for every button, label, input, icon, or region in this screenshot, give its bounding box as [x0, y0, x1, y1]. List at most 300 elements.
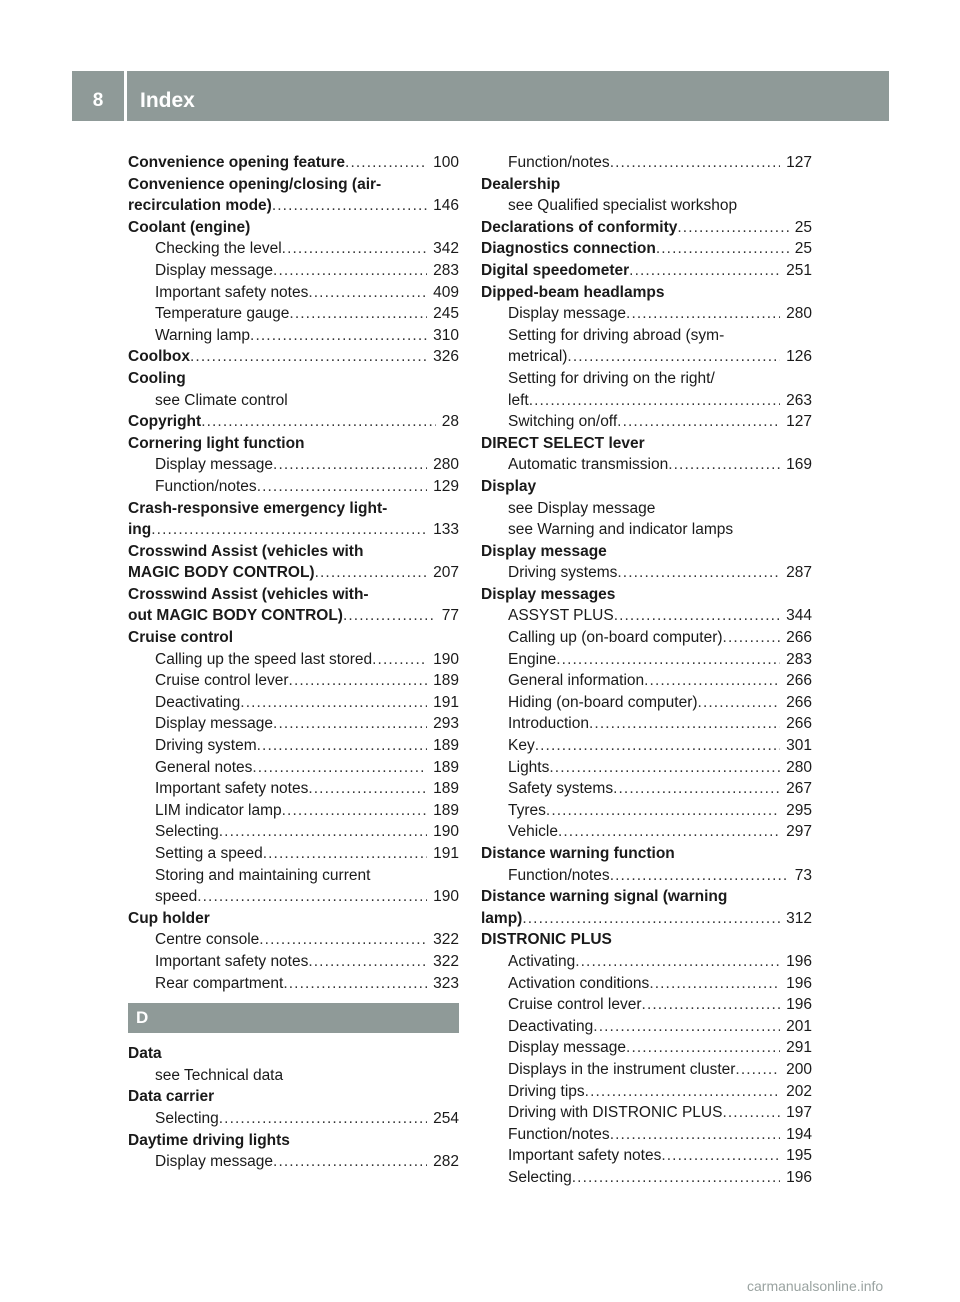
dot-leader [282, 800, 427, 822]
page-title: Index [140, 89, 195, 112]
page-reference: 266 [786, 629, 812, 647]
page-reference: 191 [433, 845, 459, 862]
page-reference: 287 [786, 564, 812, 582]
entry-text: Checking the level [155, 240, 282, 258]
page-reference: 25 [794, 218, 812, 236]
index-subentry [128, 282, 459, 304]
index-entry [128, 152, 459, 174]
entry-text: speed [155, 888, 198, 906]
index-entry [481, 476, 812, 498]
page-reference: 283 [786, 650, 812, 668]
index-subentry [128, 670, 459, 692]
dot-leader [629, 260, 780, 282]
page-reference: 77 [441, 607, 459, 625]
dot-leader [567, 346, 780, 368]
entry-text: Function/notes [508, 866, 610, 884]
entry-text: Lights [508, 758, 550, 776]
index-entry [481, 929, 812, 951]
page-reference: 100 [433, 154, 459, 171]
entry-text: General information [508, 672, 645, 690]
dot-leader [649, 973, 780, 995]
dot-leader [250, 325, 427, 347]
page-reference: 282 [433, 1153, 459, 1171]
entry-text: LIM indicator lamp [155, 801, 282, 819]
entry-text: General notes [155, 758, 253, 776]
index-entry [128, 519, 459, 541]
entry-text: MAGIC BODY CONTROL) [128, 564, 315, 582]
dot-leader [219, 1108, 427, 1130]
index-subentry [128, 1151, 459, 1173]
entry-text: Digital speedometer [481, 261, 630, 279]
dot-leader [626, 303, 780, 325]
index-subentry [481, 519, 812, 541]
page-reference: 194 [786, 1125, 812, 1143]
entry-text: Cup holder [128, 909, 210, 927]
dot-leader [308, 282, 427, 304]
entry-text: Important safety notes [155, 283, 309, 301]
entry-text: Deactivating [508, 1017, 594, 1035]
dot-leader [614, 605, 780, 627]
index-subentry [481, 195, 812, 217]
page-reference: 196 [786, 974, 812, 992]
entry-text: Coolant (engine) [128, 218, 251, 236]
index-subentry [128, 390, 459, 412]
entry-text: Copyright [128, 413, 202, 431]
entry-text: Display message [155, 1153, 274, 1171]
page-reference: 266 [786, 672, 812, 690]
dot-leader [626, 1037, 780, 1059]
index-column-right [481, 152, 812, 1189]
page-reference: 195 [786, 1147, 812, 1165]
page-reference: 280 [433, 456, 459, 474]
entry-text: Deactivating [155, 693, 241, 711]
page-reference: 310 [433, 326, 459, 344]
index-subentry [481, 649, 812, 671]
page-reference: 190 [433, 888, 459, 906]
entry-text: see Technical data [155, 1066, 284, 1084]
index-subentry [481, 1037, 812, 1059]
dot-leader [617, 411, 780, 433]
index-entry [481, 843, 812, 865]
watermark-text: carmanualsonline.info [747, 1278, 884, 1294]
dot-leader [735, 1059, 780, 1081]
entry-text: Activating [508, 952, 576, 970]
dot-leader [151, 519, 427, 541]
dot-leader [558, 821, 780, 843]
entry-text: Convenience opening feature [128, 154, 346, 171]
dot-leader [610, 1124, 780, 1146]
page-reference: 189 [433, 758, 459, 776]
dot-leader [529, 390, 780, 412]
dot-leader [273, 260, 427, 282]
index-entry [128, 195, 459, 217]
entry-text: DIRECT SELECT lever [481, 434, 645, 452]
entry-text: Data [128, 1045, 162, 1063]
page-reference: 189 [433, 801, 459, 819]
dot-leader [263, 843, 427, 865]
entry-text: see Climate control [155, 391, 288, 409]
entry-text: ASSYST PLUS [508, 607, 614, 625]
index-subentry [481, 692, 812, 714]
entry-text: see Display message [508, 499, 656, 517]
page-reference: 190 [433, 650, 459, 668]
page-reference: 126 [786, 348, 812, 366]
page-reference: 409 [433, 283, 459, 301]
entry-text: Function/notes [508, 154, 610, 171]
index-entry [128, 584, 459, 606]
dot-leader [644, 670, 780, 692]
entry-text: Vehicle [508, 823, 558, 841]
page-reference: 301 [786, 737, 812, 755]
page-reference: 263 [786, 391, 812, 409]
dot-leader [257, 476, 427, 498]
page-reference: 197 [786, 1104, 812, 1122]
dot-leader [617, 562, 780, 584]
page-reference: 196 [786, 952, 812, 970]
index-entry [128, 433, 459, 455]
entry-text: lamp) [481, 909, 523, 927]
index-entry [128, 411, 459, 433]
entry-text: see Qualified specialist workshop [508, 197, 738, 215]
index-entry [128, 346, 459, 368]
index-subentry [481, 1081, 812, 1103]
index-subentry [128, 800, 459, 822]
page-reference: 25 [794, 240, 812, 258]
index-entry [128, 605, 459, 627]
dot-leader [283, 973, 427, 995]
page-reference: 295 [786, 801, 812, 819]
index-subentry [481, 152, 812, 174]
dot-leader [257, 735, 427, 757]
entry-text: Cornering light function [128, 434, 305, 452]
index-subentry [128, 713, 459, 735]
dot-leader [593, 1016, 780, 1038]
page-reference: 201 [786, 1017, 812, 1035]
entry-text: Displays in the instrument cluster [508, 1060, 736, 1078]
index-subentry [128, 973, 459, 995]
index-subentry [128, 821, 459, 843]
dot-leader [197, 886, 427, 908]
entry-text: Warning lamp [155, 326, 251, 344]
entry-text: Switching on/off [508, 413, 618, 431]
entry-text: Display message [155, 261, 274, 279]
dot-leader [698, 692, 781, 714]
entry-text: Temperature gauge [155, 305, 290, 323]
dot-leader [282, 238, 427, 260]
entry-text: Centre console [155, 931, 260, 949]
entry-text: Dipped-beam headlamps [481, 283, 665, 301]
dot-leader [677, 217, 788, 239]
entry-text: DISTRONIC PLUS [481, 931, 612, 949]
index-subentry [481, 865, 812, 887]
entry-text: Daytime driving lights [128, 1131, 290, 1149]
index-subentry [481, 325, 812, 347]
dot-leader [722, 1102, 780, 1124]
entry-text: Driving with DISTRONIC PLUS [508, 1104, 723, 1122]
dot-leader [273, 713, 427, 735]
dot-leader [272, 195, 427, 217]
entry-text: Display message [155, 456, 274, 474]
dot-leader [315, 562, 428, 584]
index-entry [128, 1130, 459, 1152]
index-subentry [128, 325, 459, 347]
entry-text: Crosswind Assist (vehicles with [128, 542, 364, 560]
entry-text: Tyres [508, 801, 546, 819]
index-entry [128, 627, 459, 649]
page-reference: 344 [786, 607, 812, 625]
entry-text: Calling up (on-board computer) [508, 629, 723, 647]
index-subentry [128, 454, 459, 476]
entry-text: Hiding (on-board computer) [508, 693, 698, 711]
dot-leader [661, 1145, 780, 1167]
index-subentry [481, 346, 812, 368]
index-subentry [481, 605, 812, 627]
entry-text: Declarations of conformity [481, 218, 678, 236]
dot-leader [252, 757, 427, 779]
entry-text: Display message [508, 1039, 627, 1057]
entry-text: Cooling [128, 369, 186, 387]
page-reference: 127 [786, 413, 812, 431]
index-subentry [128, 735, 459, 757]
index-entry [481, 217, 812, 239]
entry-text: Display messages [481, 585, 616, 603]
entry-text: Automatic transmission [508, 456, 669, 474]
index-entry [481, 238, 812, 260]
entry-text: Setting a speed [155, 845, 263, 862]
index-subentry [128, 649, 459, 671]
page-number: 8 [92, 90, 104, 111]
index-entry [481, 886, 812, 908]
index-entry [481, 282, 812, 304]
entry-text: see Warning and indicator lamps [508, 521, 734, 539]
index-subentry [128, 1065, 459, 1087]
index-subentry [128, 951, 459, 973]
section-letter-header: D [128, 1003, 459, 1033]
dot-leader [556, 649, 780, 671]
index-entry [481, 174, 812, 196]
dot-leader [572, 1167, 780, 1189]
entry-text: recirculation mode) [128, 197, 272, 215]
page-reference: 189 [433, 672, 459, 690]
entry-text: Function/notes [155, 477, 257, 495]
entry-text: Display message [155, 715, 274, 733]
page-reference: 312 [786, 909, 812, 927]
page-reference: 342 [433, 240, 459, 258]
index-entry [481, 584, 812, 606]
dot-leader [656, 238, 789, 260]
dot-leader [273, 454, 427, 476]
index-entry [128, 368, 459, 390]
page-reference: 251 [786, 261, 812, 279]
dot-leader [575, 951, 780, 973]
dot-leader [273, 1151, 427, 1173]
entry-text: Rear compartment [155, 974, 284, 992]
entry-text: Coolbox [128, 348, 190, 366]
index-subentry [481, 713, 812, 735]
index-subentry [481, 368, 812, 390]
index-subentry [481, 627, 812, 649]
index-subentry [128, 778, 459, 800]
entry-text: Important safety notes [155, 952, 309, 970]
entry-text: out MAGIC BODY CONTROL) [128, 607, 343, 625]
dot-leader [343, 605, 436, 627]
dot-leader [522, 908, 780, 930]
page-reference: 129 [433, 477, 459, 495]
index-column-left [128, 152, 459, 1173]
entry-text: Cruise control lever [155, 672, 289, 690]
page-reference: 267 [786, 780, 812, 798]
dot-leader [585, 1081, 780, 1103]
entry-text: metrical) [508, 348, 568, 366]
index-entry [481, 433, 812, 455]
dot-leader [610, 152, 780, 174]
page-reference: 191 [433, 693, 459, 711]
dot-leader [259, 929, 427, 951]
index-subentry [128, 886, 459, 908]
index-subentry [128, 303, 459, 325]
entry-text: Diagnostics connection [481, 240, 656, 258]
page-reference: 266 [786, 693, 812, 711]
index-subentry [481, 973, 812, 995]
dot-leader [345, 152, 427, 174]
dot-leader [613, 778, 780, 800]
index-entry [128, 541, 459, 563]
index-subentry [481, 757, 812, 779]
index-subentry [128, 929, 459, 951]
index-subentry [481, 778, 812, 800]
entry-text: Selecting [155, 823, 219, 841]
dot-leader [372, 649, 427, 671]
page-reference: 133 [433, 521, 459, 539]
page-reference: 189 [433, 780, 459, 798]
index-subentry [481, 390, 812, 412]
dot-leader [546, 800, 780, 822]
page-reference: 280 [786, 305, 812, 323]
index-subentry [128, 476, 459, 498]
index-subentry [481, 670, 812, 692]
entry-text: Display [481, 477, 537, 495]
page-reference: 146 [433, 197, 459, 215]
entry-text: Display message [481, 542, 607, 560]
dot-leader [642, 994, 781, 1016]
index-entry [128, 1043, 459, 1065]
entry-text: Crash-responsive emergency light- [128, 499, 388, 517]
dot-leader [723, 627, 781, 649]
index-subentry [481, 951, 812, 973]
index-entry [128, 1086, 459, 1108]
entry-text: Cruise control lever [508, 996, 642, 1014]
index-subentry [481, 411, 812, 433]
page-reference: 196 [786, 1168, 812, 1186]
index-subentry [481, 1167, 812, 1189]
entry-text: Driving systems [508, 564, 618, 582]
entry-text: Calling up the speed last stored [155, 650, 373, 668]
entry-text: Selecting [508, 1168, 572, 1186]
dot-leader [589, 713, 780, 735]
index-entry [128, 908, 459, 930]
index-subentry [128, 1108, 459, 1130]
index-subentry [481, 994, 812, 1016]
index-subentry [481, 454, 812, 476]
page-reference: 280 [786, 758, 812, 776]
page-reference: 207 [433, 564, 459, 582]
dot-leader [190, 346, 427, 368]
entry-text: Setting for driving abroad (sym- [508, 326, 725, 344]
dot-leader [240, 692, 427, 714]
entry-text: ing [128, 521, 152, 539]
index-subentry [481, 1145, 812, 1167]
entry-text: Driving tips [508, 1082, 585, 1100]
index-entry [481, 541, 812, 563]
page-reference: 254 [433, 1109, 459, 1127]
entry-text: Distance warning function [481, 845, 675, 862]
page-reference: 323 [433, 974, 459, 992]
entry-text: Introduction [508, 715, 589, 733]
dot-leader [289, 303, 427, 325]
entry-text: left [508, 391, 529, 409]
entry-text: Activation conditions [508, 974, 650, 992]
dot-leader [289, 670, 428, 692]
index-subentry [481, 800, 812, 822]
index-subentry [128, 260, 459, 282]
index-entry [128, 217, 459, 239]
dot-leader [610, 865, 789, 887]
entry-text: Key [508, 737, 535, 755]
entry-text: Driving system [155, 737, 257, 755]
index-subentry [481, 1102, 812, 1124]
dot-leader [668, 454, 780, 476]
index-subentry [128, 865, 459, 887]
dot-leader [535, 735, 780, 757]
page-reference: 200 [786, 1060, 812, 1078]
index-entry [128, 174, 459, 196]
index-entry [481, 908, 812, 930]
index-subentry [128, 238, 459, 260]
page-reference: 297 [786, 823, 812, 841]
page-reference: 127 [786, 154, 812, 171]
index-subentry [481, 1059, 812, 1081]
entry-text: Safety systems [508, 780, 614, 798]
dot-leader [201, 411, 436, 433]
entry-text: Data carrier [128, 1088, 215, 1106]
page-reference: 291 [786, 1039, 812, 1057]
index-subentry [481, 1016, 812, 1038]
page-reference: 169 [786, 456, 812, 474]
index-subentry [481, 821, 812, 843]
index-subentry [128, 757, 459, 779]
index-subentry [481, 1124, 812, 1146]
entry-text: Storing and maintaining current [155, 866, 371, 884]
index-subentry [128, 843, 459, 865]
dot-leader [549, 757, 780, 779]
dot-leader [219, 821, 427, 843]
page-reference: 196 [786, 996, 812, 1014]
page-reference: 28 [441, 413, 459, 431]
entry-text: Important safety notes [155, 780, 309, 798]
index-entry [128, 562, 459, 584]
page-reference: 293 [433, 715, 459, 733]
page-reference: 73 [794, 866, 812, 884]
page-reference: 322 [433, 931, 459, 949]
index-entry [481, 260, 812, 282]
index-subentry [481, 735, 812, 757]
dot-leader [308, 951, 427, 973]
page-reference: 189 [433, 737, 459, 755]
entry-text: Function/notes [508, 1125, 610, 1143]
index-subentry [481, 562, 812, 584]
page-reference: 283 [433, 261, 459, 279]
entry-text: Display message [508, 305, 627, 323]
